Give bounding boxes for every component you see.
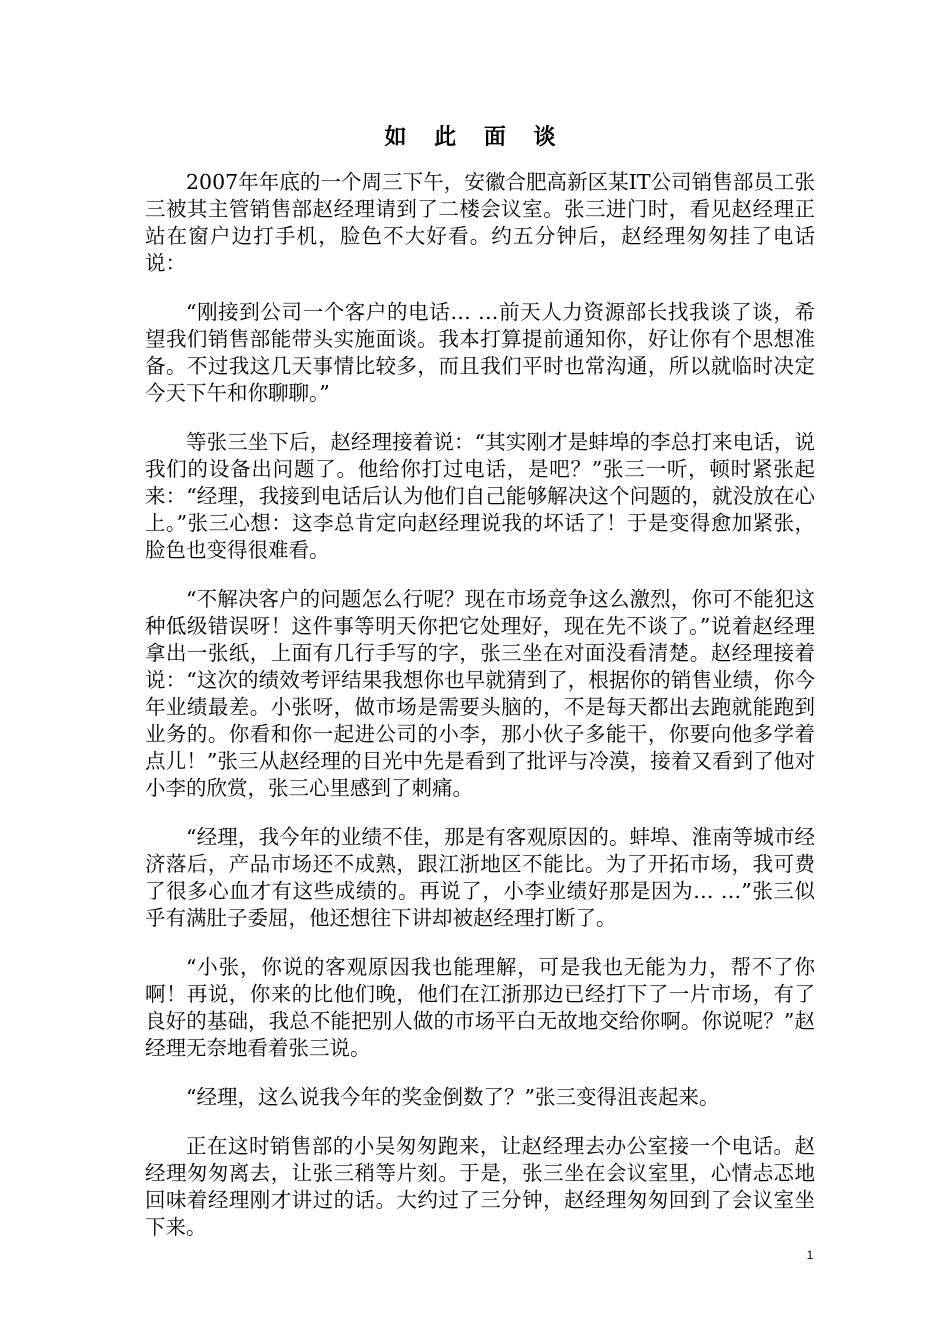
document-body	[145, 169, 815, 1263]
paragraph: “小张，你说的客观原因我也能理解，可是我也无能为力，帮不了你啊！再说，你来的比他们晚，他们在江浙那边已经打下了一片市场，有了良好的基础，我总不能把别人做的市场平白无故地交给你啊。你说呢？”赵经理无奈地看着张三说。	[145, 955, 815, 1060]
page-number: 1	[806, 1248, 814, 1262]
paragraph: 正在这时销售部的小吴匆匆跑来，让赵经理去办公室接一个电话。赵经理匆匆离去，让张三稍等片刻。于是，张三坐在会议室里，心情忐忑地回味着经理刚才讲过的话。大约过了三分钟，赵经理匆匆回到了会议室坐下来。	[145, 1134, 815, 1239]
paragraph: “经理，我今年的业绩不佳，那是有客观原因的。蚌埠、淮南等城市经济落后，产品市场还不成熟，跟江浙地区不能比。为了开拓市场，我可费了很多心血才有这些成绩的。再说了，小李业绩好那是因为… …”张三似乎有满肚子委屈，他还想往下讲却被赵经理打断了。	[145, 825, 815, 930]
paragraph: “刚接到公司一个客户的电话… …前天人力资源部长找我谈了谈，希望我们销售部能带头实施面谈。我本打算提前通知你，好让你有个思想准备。不过我这几天事情比较多，而且我们平时也常沟通，所以就临时决定今天下午和你聊聊。”	[145, 300, 815, 405]
paragraph: “不解决客户的问题怎么行呢？现在市场竞争这么激烈，你可不能犯这种低级错误呀！这件事等明天你把它处理好，现在先不谈了。”说着赵经理拿出一张纸，上面有几行手写的字，张三坐在对面没看清楚。赵经理接着说：“这次的绩效考评结果我想你也早就猜到了，根据你的销售业绩，你今年业绩最差。小张呀，做市场是需要头脑的，不是每天都出去跑就能跑到业务的。你看和你一起进公司的小李，那小伙子多能干，你要向他多学着点儿！”张三从赵经理的目光中先是看到了批评与冷漠，接着又看到了他对小李的欣赏，张三心里感到了刺痛。	[145, 587, 815, 800]
paragraph: 2007年年底的一个周三下午，安徽合肥高新区某IT公司销售部员工张三被其主管销售部赵经理请到了二楼会议室。张三进门时，看见赵经理正站在窗户边打手机，脸色不大好看。约五分钟后，赵经理匆匆挂了电话说：	[145, 170, 815, 275]
paragraph: “经理，这么说我今年的奖金倒数了？”张三变得沮丧起来。	[186, 1085, 720, 1109]
document-title: 如 此 面 谈	[384, 124, 566, 150]
paragraph: 等张三坐下后，赵经理接着说：“其实刚才是蚌埠的李总打来电话，说我们的设备出问题了。他给你打过电话，是吧？”张三一听，顿时紧张起来：“经理，我接到电话后认为他们自己能够解决这个问题的，就没放在心上。”张三心想：这李总肯定向赵经理说我的坏话了！于是变得愈加紧张，脸色也变得很难看。	[145, 430, 815, 562]
